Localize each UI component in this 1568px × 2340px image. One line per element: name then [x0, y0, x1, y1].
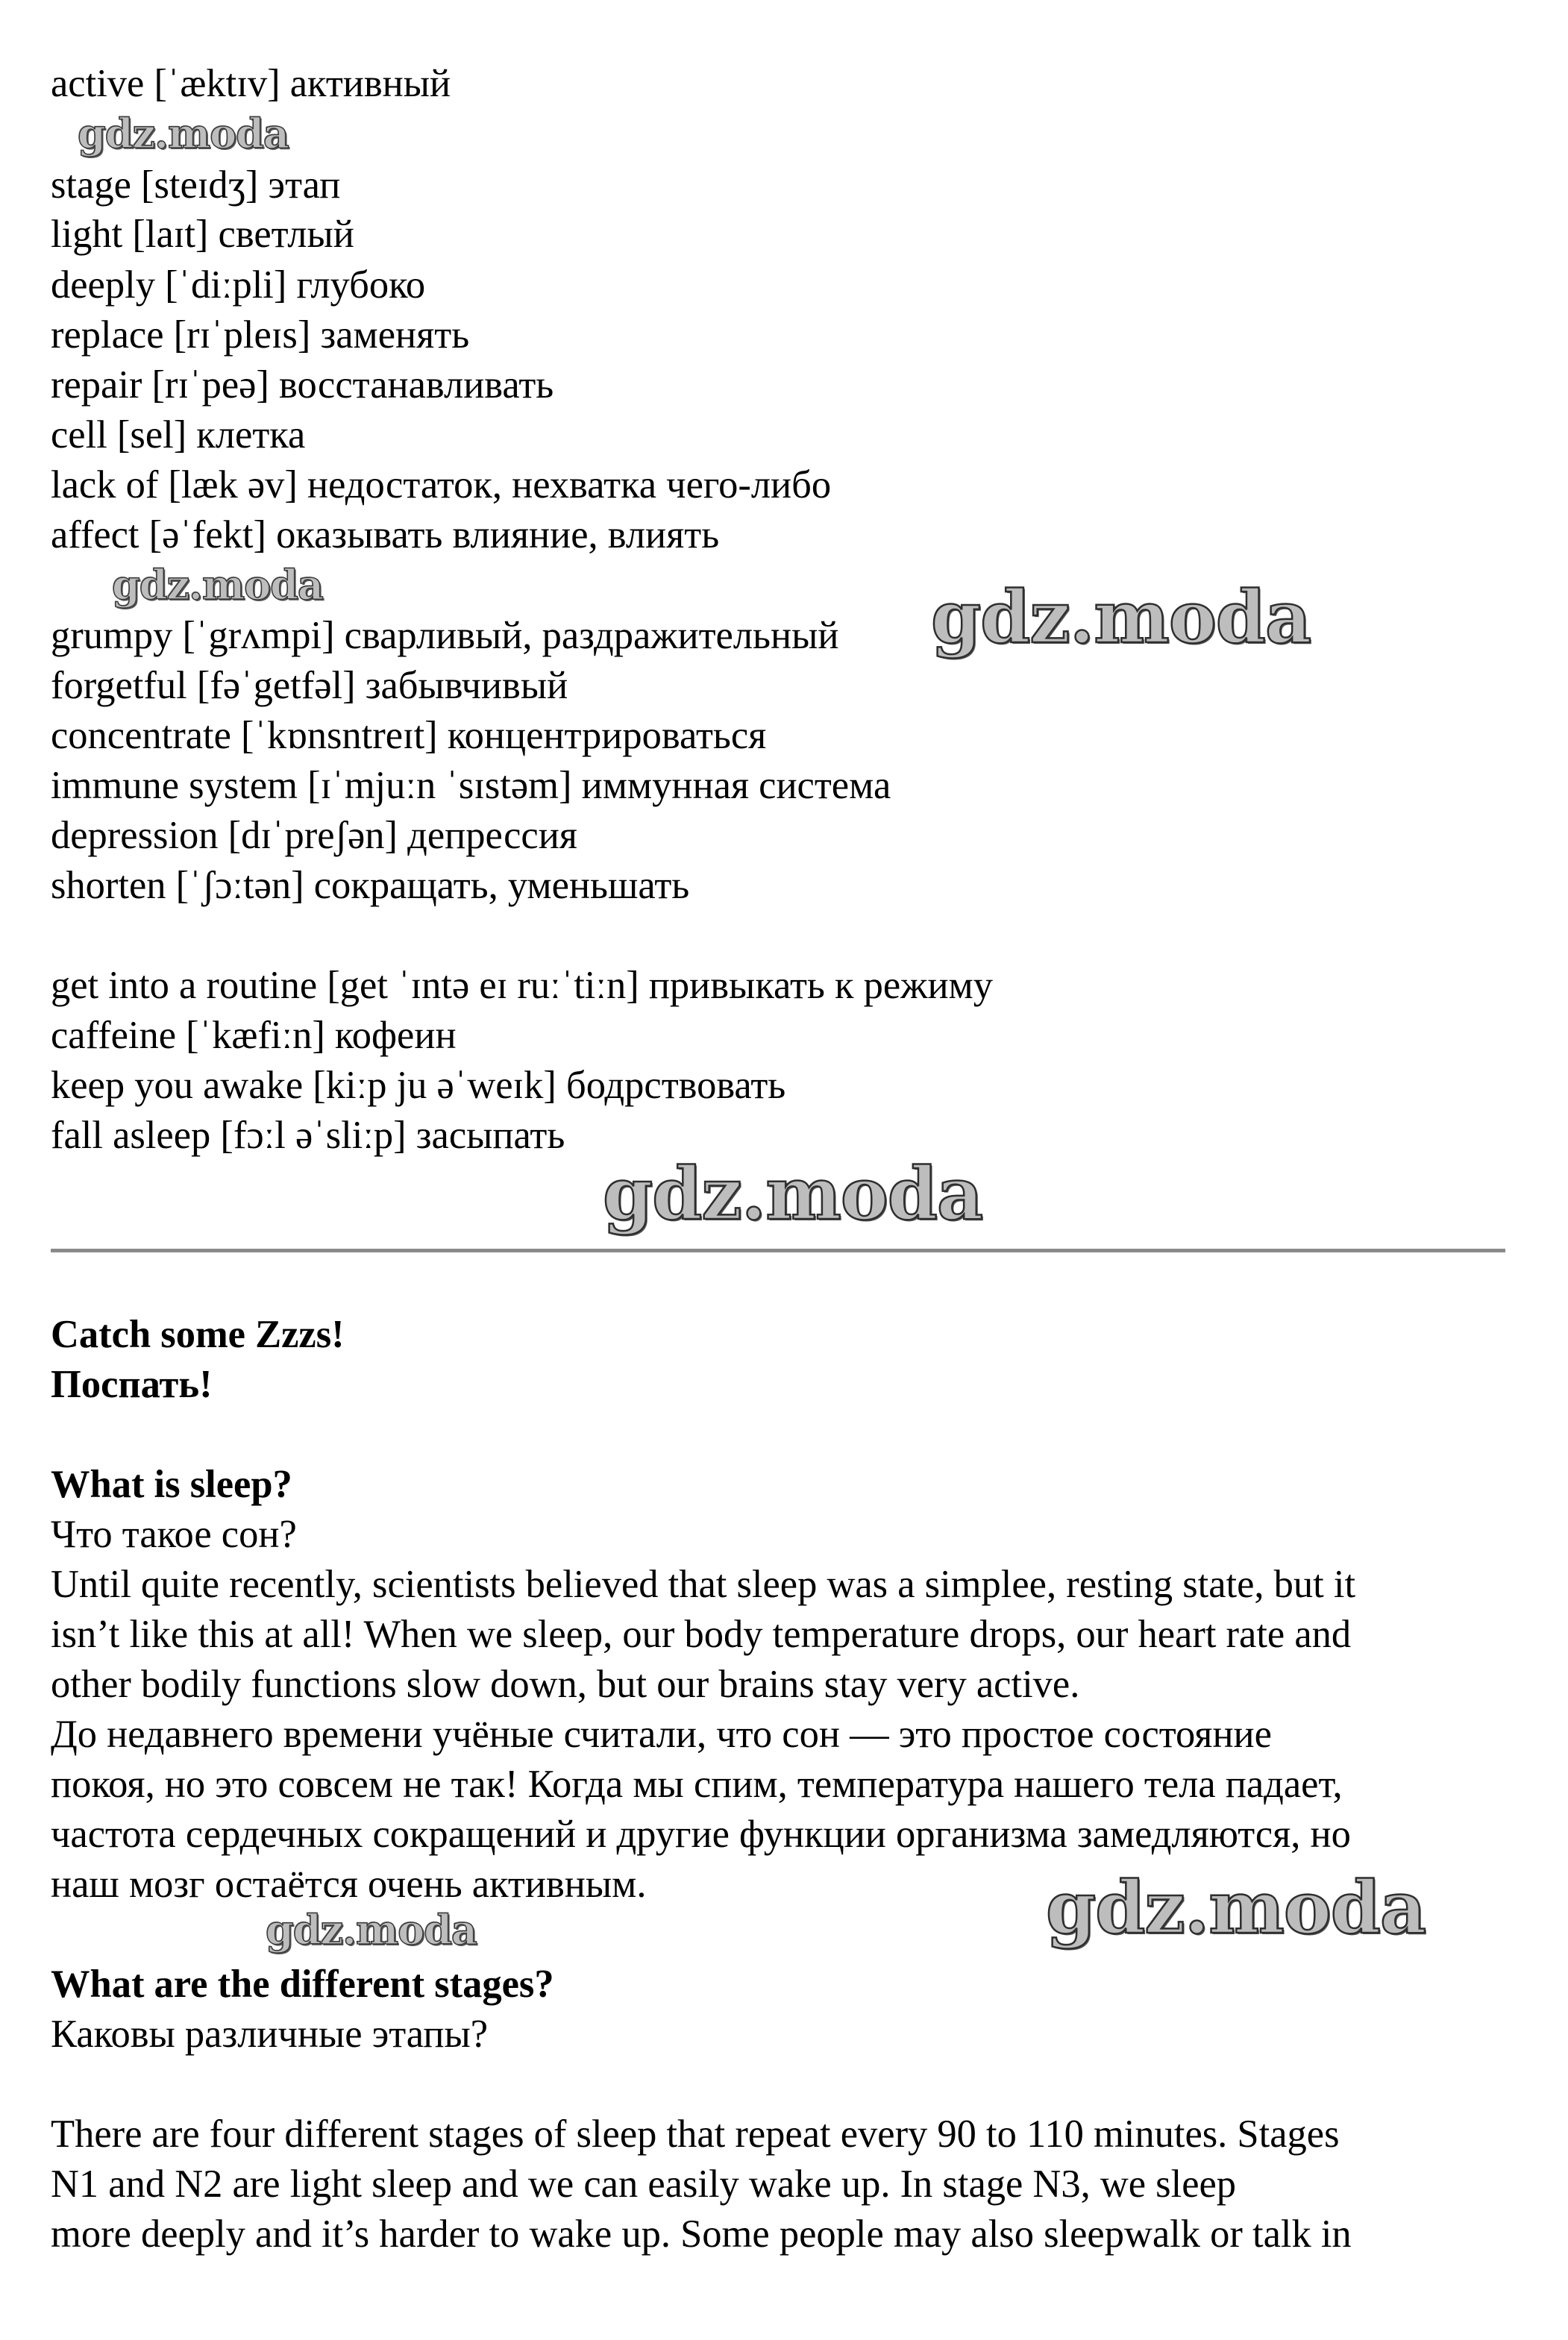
watermark-logo: gdz.moda — [931, 575, 1311, 659]
vocab-line: cell [sel] клетка — [51, 413, 306, 457]
vocab-line: concentrate [ˈkɒnsntreɪt] концентрироваться — [51, 714, 767, 757]
paragraph-translation-line: наш мозг остаётся очень активным. — [51, 1863, 647, 1906]
section-heading-translation: Каковы различные этапы? — [51, 2013, 489, 2056]
vocab-line: grumpy [ˈgrʌmpi] сварливый, раздражительный — [51, 614, 839, 657]
vocab-line: replace [rɪˈpleɪs] заменять — [51, 313, 470, 357]
watermark-logo: gdz.moda — [266, 1906, 477, 1954]
paragraph-line: more deeply and it’s harder to wake up. Some people may also sleepwalk or talk in — [51, 2212, 1352, 2256]
paragraph-line: other bodily functions slow down, but our brains stay very active. — [51, 1663, 1080, 1706]
section-heading-translation: Что такое сон? — [51, 1513, 297, 1556]
vocab-line: affect [əˈfekt] оказывать влияние, влиять — [51, 513, 720, 556]
vocab-line: depression [dɪˈpreʃən] депрессия — [51, 814, 577, 857]
paragraph-line: There are four different stages of sleep that repeat every 90 to 110 minutes. Stages — [51, 2112, 1340, 2156]
vocab-line: keep you awake [kiːp ju əˈweɪk] бодрствовать — [51, 1064, 786, 1107]
vocab-line: forgetful [fəˈgetfəl] забывчивый — [51, 664, 568, 707]
section-heading: What are the different stages? — [51, 1963, 554, 2006]
vocab-line: shorten [ˈʃɔːtən] сокращать, уменьшать — [51, 864, 690, 907]
paragraph-line: Until quite recently, scientists believed that sleep was a simplee, resting state, but it — [51, 1563, 1356, 1606]
watermark-logo: gdz.moda — [603, 1152, 983, 1236]
vocab-line: deeply [ˈdiːpli] глубоко — [51, 263, 426, 307]
paragraph-translation-line: До недавнего времени учёные считали, что сон — это простое состояние — [51, 1713, 1272, 1756]
watermark-logo: gdz.moda — [112, 561, 323, 609]
vocab-line: fall asleep [fɔːl əˈsliːp] засыпать — [51, 1114, 565, 1157]
vocab-line: light [laɪt] светлый — [51, 213, 354, 256]
vocab-line: immune system [ɪˈmjuːn ˈsɪstəm] иммунная система — [51, 764, 891, 807]
article-title-translation: Поспать! — [51, 1363, 213, 1406]
paragraph-translation-line: частота сердечных сокращений и другие функции организма замедляются, но — [51, 1813, 1351, 1856]
vocab-line: get into a routine [get ˈɪntə eɪ ruːˈtiːn] привыкать к режиму — [51, 964, 994, 1007]
vocab-line: repair [rɪˈpeə] восстанавливать — [51, 363, 554, 407]
vocab-line: caffeine [ˈkæfiːn] кофеин — [51, 1014, 457, 1057]
vocab-line: stage [steɪdʒ] этап — [51, 163, 341, 207]
paragraph-line: N1 and N2 are light sleep and we can easily wake up. In stage N3, we sleep — [51, 2162, 1237, 2206]
vocab-line: active [ˈæktɪv] активный — [51, 62, 451, 105]
article-title: Catch some Zzzs! — [51, 1313, 345, 1356]
paragraph-line: isn’t like this at all! When we sleep, our body temperature drops, our heart rate and — [51, 1613, 1352, 1656]
section-heading: What is sleep? — [51, 1463, 292, 1506]
watermark-logo: gdz.moda — [1046, 1866, 1426, 1950]
watermark-logo: gdz.moda — [78, 110, 289, 157]
paragraph-translation-line: покоя, но это совсем не так! Когда мы спим, температура нашего тела падает, — [51, 1763, 1343, 1806]
section-divider — [51, 1249, 1505, 1252]
vocab-line: lack of [læk əv] недостаток, нехватка чего-либо — [51, 463, 832, 506]
